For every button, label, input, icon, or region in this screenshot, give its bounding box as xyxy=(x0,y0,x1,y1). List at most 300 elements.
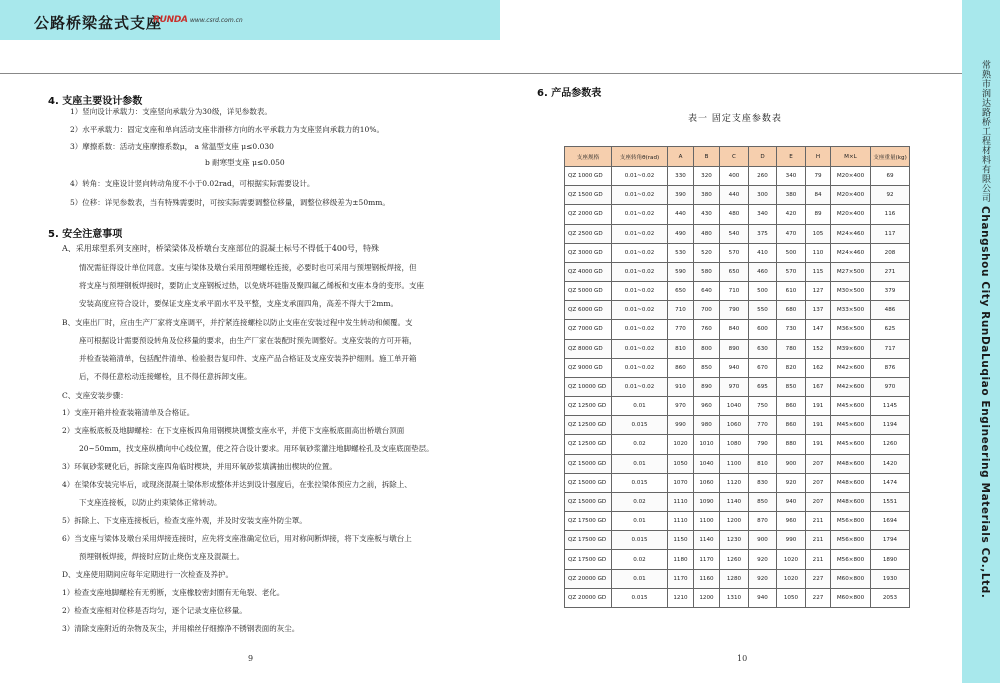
table-cell: 540 xyxy=(720,224,749,243)
table-body xyxy=(565,167,910,608)
table-cell-model: QZ 3000 GD xyxy=(565,243,612,262)
table-cell: 550 xyxy=(749,301,777,320)
table-cell: 420 xyxy=(777,205,806,224)
table-cell-model: QZ 1000 GD xyxy=(565,167,612,186)
table-cell: 830 xyxy=(749,473,777,492)
table-cell: 1474 xyxy=(871,473,910,492)
table-cell-model: QZ 15000 GD xyxy=(565,492,612,511)
table-cell: M24×460 xyxy=(831,243,871,262)
table-cell: 380 xyxy=(777,186,806,205)
table-cell: M48×600 xyxy=(831,492,871,511)
table-cell-model: QZ 1500 GD xyxy=(565,186,612,205)
table-header-row xyxy=(565,147,910,167)
table-cell: 1200 xyxy=(720,512,749,531)
table-cell: 1694 xyxy=(871,512,910,531)
table-cell: 1794 xyxy=(871,531,910,550)
table-row xyxy=(565,320,910,339)
table-row xyxy=(565,377,910,396)
table-cell: 227 xyxy=(806,588,831,607)
section-5-line: 座可根据设计需要预设转角及位移量的要求，由生产厂家在装配时预先调整好。支座安装的方可开箱， xyxy=(79,336,417,345)
table-cell: 0.01~0.02 xyxy=(612,186,668,205)
table-cell: 1180 xyxy=(668,550,694,569)
table-cell: 79 xyxy=(806,167,831,186)
table-row xyxy=(565,167,910,186)
table-cell-model: QZ 15000 GD xyxy=(565,454,612,473)
table-row xyxy=(565,588,910,607)
table-cell-model: QZ 20000 GD xyxy=(565,588,612,607)
table-cell: 0.01~0.02 xyxy=(612,205,668,224)
table-header-cell: M×L xyxy=(831,147,871,167)
table-cell: 0.01~0.02 xyxy=(612,320,668,339)
table-cell: 590 xyxy=(668,262,694,281)
table-cell-model: QZ 17500 GD xyxy=(565,512,612,531)
table-caption: 表一 固定支座参数表 xyxy=(688,114,782,124)
table-cell: 0.015 xyxy=(612,588,668,607)
table-cell: 480 xyxy=(720,205,749,224)
table-cell: 1280 xyxy=(720,569,749,588)
table-cell: 430 xyxy=(694,205,720,224)
table-cell: 480 xyxy=(694,224,720,243)
table-cell: 530 xyxy=(668,243,694,262)
table-cell: 900 xyxy=(749,531,777,550)
table-cell: 920 xyxy=(749,569,777,588)
table-cell: 1310 xyxy=(720,588,749,607)
table-cell: 117 xyxy=(871,224,910,243)
table-cell-model: QZ 8000 GD xyxy=(565,339,612,358)
table-cell: 990 xyxy=(777,531,806,550)
section-5-line: 1）检查支座地脚螺栓有无剪断，支座橡胶密封圈有无龟裂、老化。 xyxy=(62,588,285,597)
table-row xyxy=(565,262,910,281)
table-cell: 0.01~0.02 xyxy=(612,358,668,377)
table-cell: 1110 xyxy=(668,512,694,531)
table-cell: 0.02 xyxy=(612,492,668,511)
table-cell: 1140 xyxy=(720,492,749,511)
section-5-line: 3）清除支座附近的杂物及灰尘，并用棉丝仔细擦净不锈钢表面的灰尘。 xyxy=(62,624,300,633)
table-cell: 960 xyxy=(694,397,720,416)
table-cell: 630 xyxy=(749,339,777,358)
table-cell: 105 xyxy=(806,224,831,243)
table-cell: 260 xyxy=(749,167,777,186)
section-4-line: 3）摩擦系数：活动支座摩擦系数μ， a 常温型支座 μ≤0.030 xyxy=(70,142,274,151)
side-company-name xyxy=(968,60,992,598)
table-cell: 1145 xyxy=(871,397,910,416)
table-cell: 2053 xyxy=(871,588,910,607)
table-cell: 0.01 xyxy=(612,397,668,416)
table-cell-model: QZ 4000 GD xyxy=(565,262,612,281)
table-cell: 1050 xyxy=(777,588,806,607)
table-cell-model: QZ 17500 GD xyxy=(565,550,612,569)
table-cell: M48×600 xyxy=(831,454,871,473)
table-cell: 340 xyxy=(749,205,777,224)
section-5-line: 预埋钢板焊接，焊接时应防止烧伤支座及混凝土。 xyxy=(79,552,244,561)
table-cell: 500 xyxy=(777,243,806,262)
table-cell: 1230 xyxy=(720,531,749,550)
table-header-cell: B xyxy=(694,147,720,167)
table-cell: 486 xyxy=(871,301,910,320)
company-name-cn: 常熟市润达路桥工程材料有限公司 xyxy=(980,60,990,203)
table-cell: M24×460 xyxy=(831,224,871,243)
table-cell: 1020 xyxy=(777,569,806,588)
section-5-line: 6）当支座与梁体及墩台采用焊接连接时，应先将支座准确定位后，用对称间断焊接，将下支座板与墩台上 xyxy=(62,534,412,543)
table-cell: M48×600 xyxy=(831,473,871,492)
table-cell: 910 xyxy=(668,377,694,396)
table-row xyxy=(565,550,910,569)
table-cell: 0.01~0.02 xyxy=(612,224,668,243)
table-cell: M20×400 xyxy=(831,205,871,224)
table-header-cell: E xyxy=(777,147,806,167)
table-cell: 695 xyxy=(749,377,777,396)
table-row xyxy=(565,339,910,358)
table-cell: 167 xyxy=(806,377,831,396)
table-cell: M56×800 xyxy=(831,550,871,569)
table-cell: 700 xyxy=(694,301,720,320)
table-cell: 0.015 xyxy=(612,473,668,492)
table-cell: 162 xyxy=(806,358,831,377)
section-5-line: 安装高度应符合设计，要保证支座支承平面水平及平整，支座支承面四角，高差不得大于2mm。 xyxy=(79,299,398,308)
table-cell: 850 xyxy=(749,492,777,511)
table-cell: 147 xyxy=(806,320,831,339)
table-cell-model: QZ 9000 GD xyxy=(565,358,612,377)
table-cell: 1100 xyxy=(720,454,749,473)
spec-table xyxy=(564,146,910,608)
table-cell: 410 xyxy=(749,243,777,262)
table-cell: 900 xyxy=(777,454,806,473)
table-cell: 770 xyxy=(668,320,694,339)
table-cell: 840 xyxy=(720,320,749,339)
table-cell: 1200 xyxy=(694,588,720,607)
table-cell: 320 xyxy=(694,167,720,186)
table-cell: 670 xyxy=(749,358,777,377)
table-cell: 520 xyxy=(694,243,720,262)
table-cell: 300 xyxy=(749,186,777,205)
table-cell: 0.01~0.02 xyxy=(612,262,668,281)
table-row xyxy=(565,205,910,224)
table-cell: 810 xyxy=(668,339,694,358)
table-cell: 940 xyxy=(777,492,806,511)
table-cell: 1010 xyxy=(694,435,720,454)
table-cell-model: QZ 17500 GD xyxy=(565,531,612,550)
table-cell: 1194 xyxy=(871,416,910,435)
brand-logo: RUNDA xyxy=(153,15,188,25)
section-5-line: 并检查装箱清单，包括配件清单、检验报告复印件、支座产品合格证及支座安装养护细则。施工单开箱 xyxy=(79,354,417,363)
page-number-right: 10 xyxy=(737,654,748,663)
table-cell: 1170 xyxy=(668,569,694,588)
table-cell: 84 xyxy=(806,186,831,205)
section-4-line: 4）转角：支座设计竖向转动角度不小于0.02rad，可根据实际需要设计。 xyxy=(70,179,315,188)
table-cell-model: QZ 20000 GD xyxy=(565,569,612,588)
table-cell: 1100 xyxy=(694,512,720,531)
table-cell: M42×600 xyxy=(831,377,871,396)
table-cell: 790 xyxy=(720,301,749,320)
table-cell: M56×800 xyxy=(831,512,871,531)
table-cell: 710 xyxy=(668,301,694,320)
table-cell: 870 xyxy=(749,512,777,531)
table-cell: 1260 xyxy=(871,435,910,454)
table-cell-model: QZ 10000 GD xyxy=(565,377,612,396)
table-cell: 810 xyxy=(749,454,777,473)
section-5-line: 1）支座开箱并检查装箱清单及合格证。 xyxy=(62,408,195,417)
table-cell: 470 xyxy=(777,224,806,243)
table-cell-model: QZ 5000 GD xyxy=(565,282,612,301)
table-row xyxy=(565,224,910,243)
table-cell: 750 xyxy=(749,397,777,416)
company-name-en: Changshou City RunDaLuqiao Engineering Materials Co.,Ltd. xyxy=(979,205,991,599)
table-header-cell: 支座重量(kg) xyxy=(871,147,910,167)
table-row xyxy=(565,416,910,435)
table-cell: 570 xyxy=(720,243,749,262)
table-cell: 1060 xyxy=(694,473,720,492)
section-4-line: b 耐寒型支座 μ≤0.050 xyxy=(205,158,285,167)
section-5-line: C、支座安装步骤： xyxy=(62,391,128,400)
table-cell: 920 xyxy=(777,473,806,492)
table-cell: 208 xyxy=(871,243,910,262)
table-cell-model: QZ 2500 GD xyxy=(565,224,612,243)
table-cell: 500 xyxy=(749,282,777,301)
table-header-cell: A xyxy=(668,147,694,167)
table-cell: 0.01 xyxy=(612,512,668,531)
table-cell: 1110 xyxy=(668,492,694,511)
table-row xyxy=(565,531,910,550)
table-cell: 207 xyxy=(806,492,831,511)
table-cell: 1150 xyxy=(668,531,694,550)
table-cell: M45×600 xyxy=(831,397,871,416)
table-cell: 0.02 xyxy=(612,435,668,454)
table-cell: 375 xyxy=(749,224,777,243)
table-cell: 207 xyxy=(806,454,831,473)
table-cell: 650 xyxy=(720,262,749,281)
table-cell: 0.01~0.02 xyxy=(612,282,668,301)
table-cell: 227 xyxy=(806,569,831,588)
section-5-line: 3）环氧砂浆硬化后，拆除支座四角临时楔块，并用环氧砂浆填满抽出楔块的位置。 xyxy=(62,462,337,471)
table-header-cell: 支座转角θ(rad) xyxy=(612,147,668,167)
table-cell: 92 xyxy=(871,186,910,205)
table-header-cell: D xyxy=(749,147,777,167)
table-header-cell: C xyxy=(720,147,749,167)
table-cell: 137 xyxy=(806,301,831,320)
table-cell: 1551 xyxy=(871,492,910,511)
table-cell: M30×500 xyxy=(831,282,871,301)
table-cell: 890 xyxy=(720,339,749,358)
section-5-line: 下支座连接板，以防止约束梁体正常转动。 xyxy=(79,498,222,507)
table-cell: 89 xyxy=(806,205,831,224)
table-cell: 1040 xyxy=(694,454,720,473)
table-cell: 850 xyxy=(694,358,720,377)
table-cell: 460 xyxy=(749,262,777,281)
table-cell: 380 xyxy=(694,186,720,205)
section-5-title: 5. 安全注意事项 xyxy=(48,229,123,240)
table-row xyxy=(565,454,910,473)
section-5-line: 4）在梁体安装完毕后，或现浇混凝土梁体形成整体并达到设计强度后，在张拉梁体预应力之前，拆除上、 xyxy=(62,480,412,489)
section-5-line: B、支座出厂时，应由生产厂家将支座调平，并拧紧连接螺栓以防止支座在安装过程中发生转动和倾覆。支 xyxy=(62,318,413,327)
section-4-line: 2）水平承载力：固定支座和单向活动支座非滑移方向的水平承载力为支座竖向承载力的10%。 xyxy=(70,125,384,134)
table-cell: 1930 xyxy=(871,569,910,588)
table-cell-model: QZ 2000 GD xyxy=(565,205,612,224)
table-row xyxy=(565,301,910,320)
table-cell: 191 xyxy=(806,397,831,416)
table-cell: 600 xyxy=(749,320,777,339)
table-cell: M42×600 xyxy=(831,358,871,377)
table-cell: 1140 xyxy=(694,531,720,550)
table-row xyxy=(565,473,910,492)
table-row xyxy=(565,282,910,301)
table-cell: 115 xyxy=(806,262,831,281)
table-cell: 211 xyxy=(806,550,831,569)
table-cell: 1160 xyxy=(694,569,720,588)
table-cell: 0.01~0.02 xyxy=(612,301,668,320)
table-cell: 490 xyxy=(668,224,694,243)
table-cell: M36×500 xyxy=(831,320,871,339)
table-cell: 1090 xyxy=(694,492,720,511)
page-number-left: 9 xyxy=(248,654,254,663)
table-cell-model: QZ 12500 GD xyxy=(565,397,612,416)
table-cell: 330 xyxy=(668,167,694,186)
table-cell: 390 xyxy=(668,186,694,205)
table-cell: 440 xyxy=(720,186,749,205)
table-cell: 0.02 xyxy=(612,550,668,569)
table-cell: 191 xyxy=(806,435,831,454)
table-cell: 625 xyxy=(871,320,910,339)
table-cell: 730 xyxy=(777,320,806,339)
table-cell: 1890 xyxy=(871,550,910,569)
table-cell: 69 xyxy=(871,167,910,186)
table-cell: 340 xyxy=(777,167,806,186)
section-4-line: 5）位移：详见参数表，当有特殊需要时，可按实际需要调整位移量，调整位移级差为±50mm。 xyxy=(70,198,390,207)
table-row xyxy=(565,397,910,416)
table-cell: 1120 xyxy=(720,473,749,492)
table-cell: 1060 xyxy=(720,416,749,435)
table-cell: 650 xyxy=(668,282,694,301)
table-cell: 1170 xyxy=(694,550,720,569)
table-cell: 1070 xyxy=(668,473,694,492)
table-cell: 271 xyxy=(871,262,910,281)
table-cell: 860 xyxy=(777,397,806,416)
section-6-title: 6. 产品参数表 xyxy=(537,88,602,99)
table-cell: 1020 xyxy=(668,435,694,454)
table-row xyxy=(565,569,910,588)
table-row xyxy=(565,512,910,531)
table-row xyxy=(565,243,910,262)
table-row xyxy=(565,358,910,377)
table-cell: 116 xyxy=(871,205,910,224)
table-cell: 0.015 xyxy=(612,531,668,550)
table-cell: 110 xyxy=(806,243,831,262)
table-cell: M56×800 xyxy=(831,531,871,550)
table-cell-model: QZ 7000 GD xyxy=(565,320,612,339)
table-cell: 970 xyxy=(720,377,749,396)
table-cell: 710 xyxy=(720,282,749,301)
table-cell: 1080 xyxy=(720,435,749,454)
table-cell: 152 xyxy=(806,339,831,358)
table-cell-model: QZ 12500 GD xyxy=(565,416,612,435)
header-divider xyxy=(0,73,962,74)
table-cell-model: QZ 12500 GD xyxy=(565,435,612,454)
table-cell: 960 xyxy=(777,512,806,531)
table-cell: 1260 xyxy=(720,550,749,569)
section-5-line: A、采用球型系列支座时，桥梁梁体及桥墩台支座部位的混凝土标号不得低于400号，特殊 xyxy=(62,244,380,253)
table-row xyxy=(565,492,910,511)
table-cell: M60×800 xyxy=(831,588,871,607)
table-cell: 580 xyxy=(694,262,720,281)
table-cell: M20×400 xyxy=(831,167,871,186)
section-5-line: 后，不得任意松动连接螺栓，且不得任意拆卸支座。 xyxy=(79,372,252,381)
table-header-cell: H xyxy=(806,147,831,167)
table-cell: 1210 xyxy=(668,588,694,607)
table-cell: 400 xyxy=(720,167,749,186)
table-cell: 940 xyxy=(720,358,749,377)
table-cell: 0.01~0.02 xyxy=(612,377,668,396)
table-cell: 0.01~0.02 xyxy=(612,167,668,186)
table-cell: 860 xyxy=(777,416,806,435)
table-cell: 970 xyxy=(871,377,910,396)
table-cell: M45×600 xyxy=(831,435,871,454)
table-cell: 800 xyxy=(694,339,720,358)
section-5-line: 5）拆除上、下支座连接板后，检查支座外观，并及时安装支座外防尘罩。 xyxy=(62,516,307,525)
table-cell: M33×500 xyxy=(831,301,871,320)
table-cell: 920 xyxy=(749,550,777,569)
table-cell: 890 xyxy=(694,377,720,396)
table-cell: 680 xyxy=(777,301,806,320)
section-5-line: 2）检查支座相对位移是否均匀，逐个记录支座位移量。 xyxy=(62,606,247,615)
table-cell: 1420 xyxy=(871,454,910,473)
table-cell: 880 xyxy=(777,435,806,454)
section-5-line: 20~50mm，找支座纵横向中心线位置，使之符合设计要求。用环氧砂浆灌注地脚螺栓孔及支座底面垫层。 xyxy=(79,444,434,453)
section-4-title: 4. 支座主要设计参数 xyxy=(48,96,143,107)
table-cell: 379 xyxy=(871,282,910,301)
table-cell: 1020 xyxy=(777,550,806,569)
table-cell: 970 xyxy=(668,397,694,416)
table-row xyxy=(565,186,910,205)
table-cell: 980 xyxy=(694,416,720,435)
table-cell: M39×600 xyxy=(831,339,871,358)
table-cell: 717 xyxy=(871,339,910,358)
table-cell: 760 xyxy=(694,320,720,339)
table-cell: M60×800 xyxy=(831,569,871,588)
table-cell: 850 xyxy=(777,377,806,396)
table-cell: 940 xyxy=(749,588,777,607)
table-cell-model: QZ 6000 GD xyxy=(565,301,612,320)
section-5-line: 2）支座板底板及地脚螺栓：在下支座板四角用钢楔块调整支座水平，并使下支座板底面高出桥墩台顶面 xyxy=(62,426,405,435)
table-cell: 610 xyxy=(777,282,806,301)
table-cell: 211 xyxy=(806,531,831,550)
table-cell: 0.01 xyxy=(612,454,668,473)
table-cell: 0.01~0.02 xyxy=(612,339,668,358)
brochure-title: 公路桥梁盆式支座 xyxy=(34,14,163,32)
table-cell: 127 xyxy=(806,282,831,301)
table-cell: 570 xyxy=(777,262,806,281)
section-5-line: D、支座使用期间应每年定期进行一次检查及养护。 xyxy=(62,570,234,579)
table-cell: 876 xyxy=(871,358,910,377)
section-4-line: 1）竖向设计承载力：支座竖向承载分为30级，详见参数表。 xyxy=(70,107,272,116)
table-cell: 0.015 xyxy=(612,416,668,435)
table-cell: 990 xyxy=(668,416,694,435)
table-cell-model: QZ 15000 GD xyxy=(565,473,612,492)
table-cell: 0.01 xyxy=(612,569,668,588)
section-5-line: 将支座与预埋钢板焊接时，要防止支座钢板过热，以免烧坏硅脂及聚四氟乙烯板和支座本身的变形。支座 xyxy=(79,281,424,290)
table-cell: 207 xyxy=(806,473,831,492)
section-5-line: 情况需征得设计单位同意。支座与梁体及墩台采用预埋螺栓连接，必要时也可采用与预埋钢板焊接，但 xyxy=(79,263,417,272)
table-cell: 211 xyxy=(806,512,831,531)
table-cell: 440 xyxy=(668,205,694,224)
table-cell: M20×400 xyxy=(831,186,871,205)
table-cell: 770 xyxy=(749,416,777,435)
table-header-cell: 支座规格 xyxy=(565,147,612,167)
table-cell: 1040 xyxy=(720,397,749,416)
brand-url: www.csrd.com.cn xyxy=(190,17,243,24)
table-cell: 780 xyxy=(777,339,806,358)
table-cell: M27×500 xyxy=(831,262,871,281)
table-cell: 860 xyxy=(668,358,694,377)
table-cell: 820 xyxy=(777,358,806,377)
